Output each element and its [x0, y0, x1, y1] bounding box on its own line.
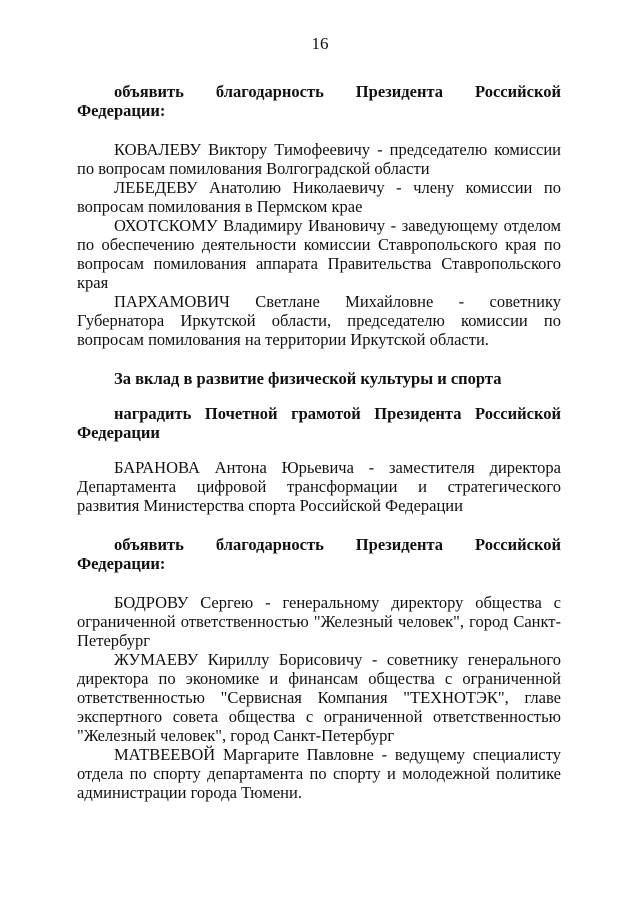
award-entry: ЛЕБЕДЕВУ Анатолию Николаевичу - члену комиссии по вопросам помилования в Пермском крае [77, 178, 561, 216]
section-heading: объявить благодарность Президента Российской Федерации: [77, 535, 561, 573]
award-entry: БОДРОВУ Сергею - генеральному директору общества с ограниченной ответственностью "Железный человек", город Санкт-Петербург [77, 593, 561, 650]
award-entry: ПАРХАМОВИЧ Светлане Михайловне - советнику Губернатора Иркутской области, председателю комиссии по вопросам помилования на территории Иркутской области. [77, 292, 561, 349]
award-entry: ОХОТСКОМУ Владимиру Ивановичу - заведующему отделом по обеспечению деятельности комиссии Ставропольского края по вопросам помилования аппарата Правительства Ставропольского края [77, 216, 561, 292]
award-entry: КОВАЛЕВУ Виктору Тимофеевичу - председателю комиссии по вопросам помилования Волгоградской области [77, 140, 561, 178]
award-entry: БАРАНОВА Антона Юрьевича - заместителя директора Департамента цифровой трансформации и стратегического развития Министерства спорта Российской Федерации [77, 458, 561, 515]
page-number: 16 [311, 34, 329, 53]
award-entry: МАТВЕЕВОЙ Маргарите Павловне - ведущему специалисту отдела по спорту департамента по спорту и молодежной политике администрации города Тюмени. [77, 745, 561, 802]
section-heading: наградить Почетной грамотой Президента Российской Федерации [77, 404, 561, 442]
award-entry: ЖУМАЕВУ Кириллу Борисовичу - советнику генерального директора по экономике и финансам общества с ограниченной ответственностью "Сервисная Компания "ТЕХНОТЭК", главе экспертного совета общества с ограниченной ответственностью "Железный человек", город Санкт-Петербург [77, 650, 561, 745]
category-heading: За вклад в развитие физической культуры и спорта [114, 369, 502, 388]
document-body [77, 82, 561, 802]
section-heading: объявить благодарность Президента Российской Федерации: [77, 82, 561, 120]
